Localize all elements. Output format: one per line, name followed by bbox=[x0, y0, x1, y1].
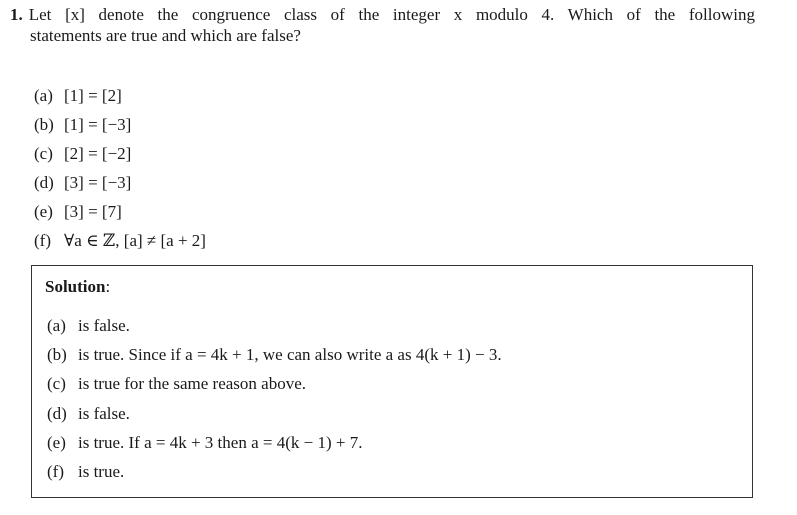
solution-item bbox=[47, 399, 502, 428]
problem-statement bbox=[10, 4, 770, 46]
solution-text: is false. bbox=[78, 316, 130, 335]
solution-text: is true. If a = 4k + 3 then a = 4(k − 1) + 7. bbox=[78, 432, 363, 452]
solution-label: (a) bbox=[47, 316, 66, 335]
solution-box bbox=[31, 265, 753, 498]
statement-label: (e) bbox=[34, 202, 53, 221]
solution-title-text: Solution bbox=[45, 277, 106, 296]
solution-title-colon: : bbox=[105, 277, 111, 296]
statement-item bbox=[34, 139, 206, 168]
solution-label: (b) bbox=[47, 345, 67, 365]
statement-item bbox=[34, 110, 206, 139]
solution-item bbox=[47, 428, 502, 457]
solution-list bbox=[47, 311, 502, 486]
statement-label: (f) bbox=[34, 231, 51, 250]
statement-label: (a) bbox=[34, 86, 53, 105]
solution-label: (e) bbox=[47, 432, 66, 452]
solution-text: is true. Since if a = 4k + 1, we can also write a as 4(k + 1) − 3. bbox=[78, 345, 502, 365]
solution-title bbox=[45, 277, 110, 297]
statement-label: (d) bbox=[34, 173, 54, 192]
solution-text: is true for the same reason above. bbox=[78, 374, 306, 394]
solution-label: (f) bbox=[47, 462, 64, 482]
problem-line-2: statements are true and which are false? bbox=[30, 26, 301, 45]
statement-label: (c) bbox=[34, 144, 53, 163]
solution-text: is true. bbox=[78, 462, 125, 482]
solution-label: (c) bbox=[47, 374, 66, 394]
solution-item bbox=[47, 369, 502, 398]
statement-text: [1] = [2] bbox=[64, 86, 122, 105]
statement-item bbox=[34, 168, 206, 197]
solution-text: is false. bbox=[78, 403, 130, 423]
solution-item bbox=[47, 340, 502, 369]
solution-label: (d) bbox=[47, 403, 67, 423]
statement-text: [3] = [7] bbox=[64, 202, 122, 221]
statement-text: ∀a ∈ ℤ, [a] ≠ [a + 2] bbox=[64, 231, 206, 250]
statement-text: [1] = [−3] bbox=[64, 115, 132, 134]
statement-item bbox=[34, 226, 206, 255]
problem-number: 1. bbox=[10, 5, 23, 24]
problem-line-1 bbox=[10, 4, 755, 25]
statement-text: [2] = [−2] bbox=[64, 144, 132, 163]
statement-list bbox=[34, 81, 206, 255]
problem-text-1: Let [x] denote the congruence class of the integer x modulo 4. Which of the following bbox=[28, 5, 755, 24]
statement-item bbox=[34, 197, 206, 226]
solution-item bbox=[47, 311, 502, 340]
statement-label: (b) bbox=[34, 115, 54, 134]
statement-item bbox=[34, 81, 206, 110]
solution-item bbox=[47, 457, 502, 486]
statement-text: [3] = [−3] bbox=[64, 173, 132, 192]
